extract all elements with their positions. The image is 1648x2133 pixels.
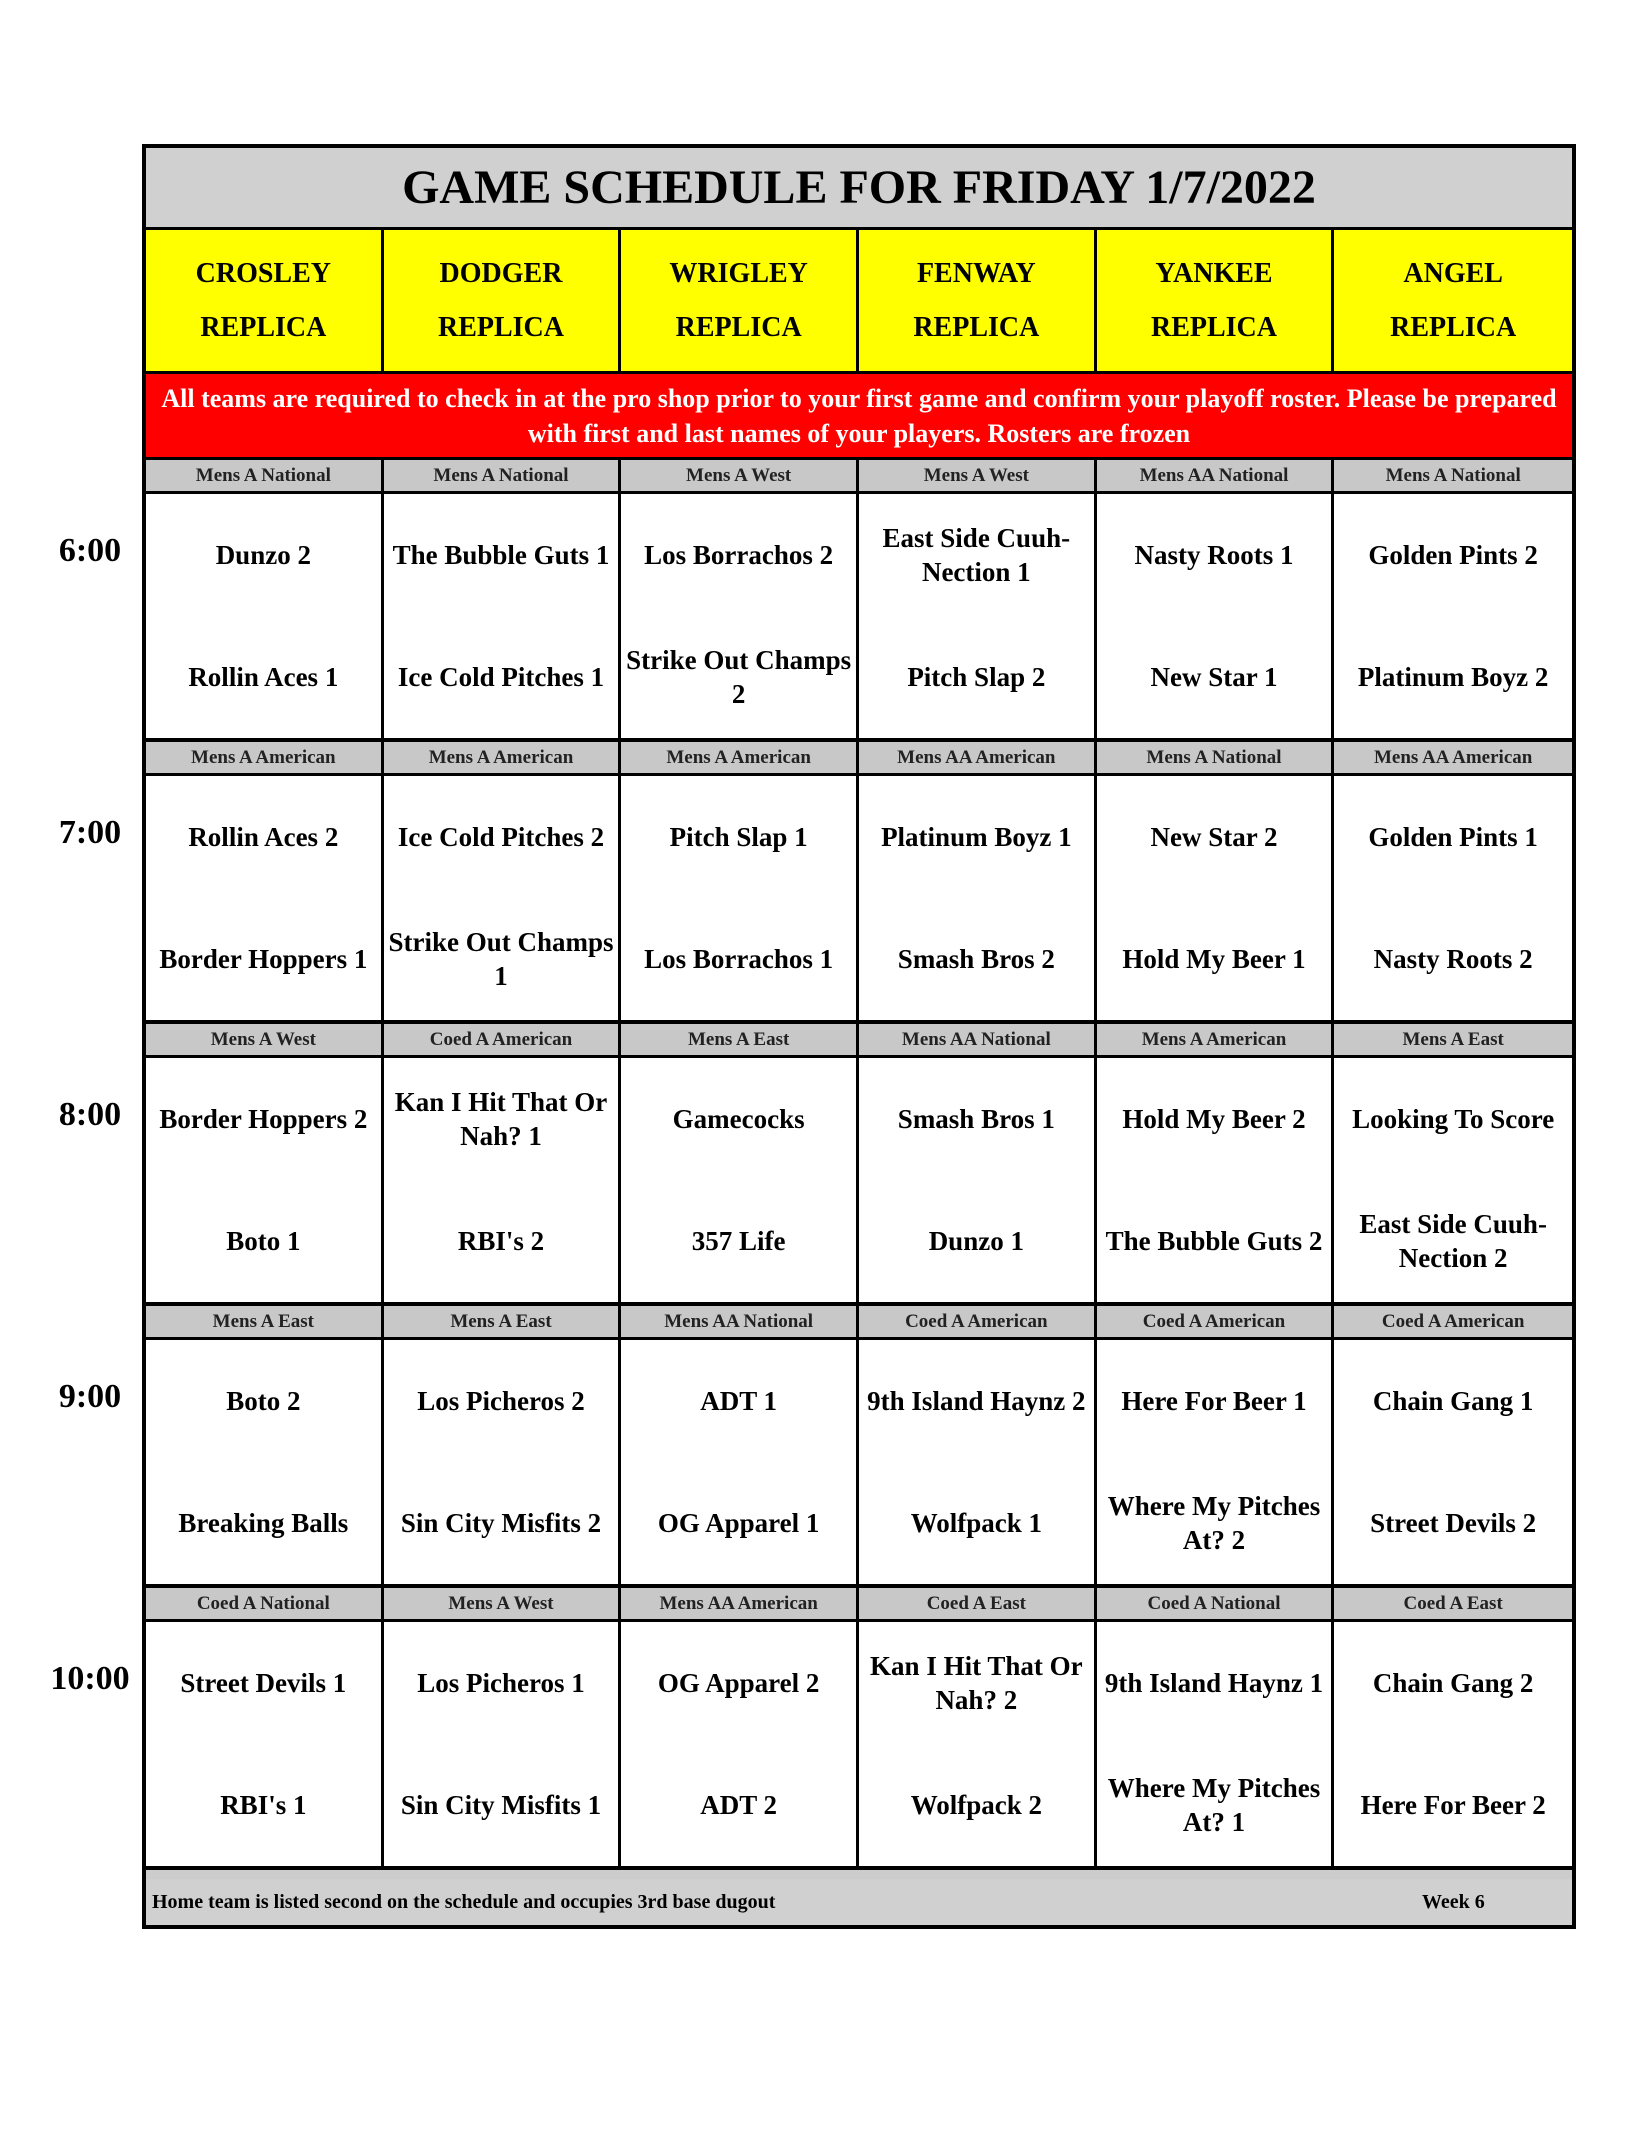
- time-slot-block: [146, 1588, 1572, 1870]
- time-slot-block: [146, 742, 1572, 1024]
- away-team: Street Devils 1: [180, 1668, 347, 1698]
- game-row: [146, 776, 1572, 1024]
- time-slot-block: [146, 1024, 1572, 1306]
- home-team: Here For Beer 2: [1360, 1790, 1546, 1820]
- away-team: Kan I Hit That Or Nah? 2: [870, 1651, 1083, 1715]
- division-label: Coed A East: [1403, 1592, 1503, 1614]
- game-cell: [1097, 494, 1335, 738]
- division-row: [146, 1306, 1572, 1340]
- division-label: Mens A National: [384, 460, 622, 491]
- field-sub: REPLICA: [913, 311, 1040, 343]
- division-label: Mens A West: [621, 460, 859, 491]
- game-cell: [1097, 1622, 1335, 1866]
- away-team: Boto 2: [226, 1386, 301, 1416]
- game-cell: [859, 776, 1097, 1020]
- division-label: Coed A American: [1381, 1310, 1525, 1332]
- away-team: Ice Cold Pitches 2: [397, 822, 605, 852]
- away-team: Border Hoppers 2: [159, 1104, 368, 1134]
- division-label: Mens A West: [859, 460, 1097, 491]
- division-label: Coed A American: [1097, 1306, 1335, 1337]
- game-cell: [621, 1622, 859, 1866]
- division-label: Mens A American: [384, 742, 622, 773]
- field-name: FENWAY: [916, 257, 1036, 289]
- away-team: Here For Beer 1: [1121, 1386, 1307, 1416]
- field-name: WRIGLEY: [669, 257, 808, 289]
- home-team: East Side Cuuh-Nection 2: [1359, 1209, 1547, 1273]
- game-cell: [146, 776, 384, 1020]
- game-cell: [859, 494, 1097, 738]
- home-team: RBI's 1: [220, 1790, 307, 1820]
- field-sub: REPLICA: [200, 311, 327, 343]
- away-team: 9th Island Haynz 1: [1104, 1668, 1324, 1698]
- field-name: DODGER: [439, 257, 563, 289]
- away-team: Gamecocks: [672, 1104, 805, 1134]
- game-cell: [146, 1340, 384, 1584]
- field-fenway: [859, 230, 1097, 371]
- division-label: Mens AA American: [621, 1588, 859, 1619]
- game-cell: [384, 1622, 622, 1866]
- game-cell: [1334, 1058, 1572, 1302]
- game-cell: [621, 1340, 859, 1584]
- check-in-notice: All teams are required to check in at the pro shop prior to your first game and confirm your playoff roster. Please be prepared with first and last names of your players. Rosters are frozen: [146, 374, 1572, 460]
- away-team: Pitch Slap 1: [669, 822, 808, 852]
- time-slot-block: [146, 460, 1572, 742]
- division-label: Mens A East: [384, 1306, 622, 1337]
- home-team: Platinum Boyz 2: [1357, 662, 1549, 692]
- division-label: Coed A American: [384, 1024, 622, 1055]
- away-team: Los Borrachos 2: [644, 540, 834, 570]
- division-label: Coed A National: [1097, 1588, 1335, 1619]
- division-label: Mens AA American: [859, 742, 1097, 773]
- away-team: Golden Pints 2: [1368, 540, 1538, 570]
- game-cell: [384, 494, 622, 738]
- away-team: Golden Pints 1: [1368, 822, 1538, 852]
- game-cell: [1334, 776, 1572, 1020]
- away-team: Los Picheros 2: [417, 1386, 585, 1416]
- away-team: Los Picheros 1: [417, 1668, 585, 1698]
- home-team: Los Borrachos 1: [644, 944, 834, 974]
- field-name: CROSLEY: [195, 257, 332, 289]
- division-label: Mens A West: [384, 1588, 622, 1619]
- division-row: [146, 1588, 1572, 1622]
- game-row: [146, 1622, 1572, 1870]
- away-team: East Side Cuuh-Nection 1: [882, 523, 1071, 587]
- division-label: Mens A National: [1097, 742, 1335, 773]
- game-cell: [621, 494, 859, 738]
- away-team: The Bubble Guts 1: [392, 540, 610, 570]
- away-team: ADT 1: [700, 1386, 778, 1416]
- game-cell: [384, 1340, 622, 1584]
- division-label: Coed A East: [859, 1588, 1097, 1619]
- field-dodger: [384, 230, 622, 371]
- home-team: Where My Pitches At? 2: [1107, 1491, 1321, 1555]
- away-team: OG Apparel 2: [657, 1668, 820, 1698]
- division-row: [146, 460, 1572, 494]
- division-label: Coed A National: [146, 1588, 384, 1619]
- footer: [146, 1879, 1572, 1925]
- away-team: Dunzo 2: [215, 540, 311, 570]
- page-title: GAME SCHEDULE FOR FRIDAY 1/7/2022: [146, 148, 1572, 230]
- field-yankee: [1097, 230, 1335, 371]
- home-team: Ice Cold Pitches 1: [397, 662, 605, 692]
- home-team: Sin City Misfits 2: [400, 1508, 602, 1538]
- game-cell: [146, 1622, 384, 1866]
- game-cell: [621, 1058, 859, 1302]
- time-slot-block: [146, 1306, 1572, 1588]
- field-header-row: [146, 230, 1572, 374]
- home-team: Breaking Balls: [178, 1508, 349, 1538]
- home-team: ADT 2: [700, 1790, 778, 1820]
- away-team: Chain Gang 1: [1372, 1386, 1534, 1416]
- game-cell: [384, 776, 622, 1020]
- game-cell: [1097, 1058, 1335, 1302]
- division-row: [146, 1024, 1572, 1058]
- home-team: Where My Pitches At? 1: [1107, 1773, 1321, 1837]
- field-name: YANKEE: [1155, 257, 1273, 289]
- away-team: Platinum Boyz 1: [881, 822, 1072, 852]
- field-sub: REPLICA: [437, 311, 564, 343]
- field-wrigley: [621, 230, 859, 371]
- home-team: Strike Out Champs 1: [388, 927, 614, 991]
- game-row: [146, 1058, 1572, 1306]
- game-cell: [1334, 1340, 1572, 1584]
- field-angel: [1334, 230, 1572, 371]
- division-label: Mens A East: [146, 1306, 384, 1337]
- division-label: Mens A East: [621, 1024, 859, 1055]
- away-team: Looking To Score: [1352, 1104, 1555, 1134]
- field-sub: REPLICA: [675, 311, 802, 343]
- field-sub: REPLICA: [1150, 311, 1277, 343]
- game-cell: [1334, 1622, 1572, 1866]
- home-team: Wolfpack 2: [910, 1790, 1042, 1820]
- home-team: Border Hoppers 1: [159, 944, 368, 974]
- time-label: 10:00: [50, 1660, 130, 1697]
- division-label: Mens AA National: [1097, 460, 1335, 491]
- field-name: ANGEL: [1403, 257, 1503, 289]
- home-team: Pitch Slap 2: [907, 662, 1046, 692]
- away-team: New Star 2: [1150, 822, 1278, 852]
- division-label: Mens AA National: [859, 1024, 1097, 1055]
- division-label: Mens AA American: [1374, 746, 1533, 768]
- division-label: Mens A American: [146, 742, 384, 773]
- division-label: Mens A National: [146, 460, 384, 491]
- home-team: Street Devils 2: [1370, 1508, 1537, 1538]
- game-cell: [146, 1058, 384, 1302]
- home-team: Boto 1: [226, 1226, 301, 1256]
- away-team: Kan I Hit That Or Nah? 1: [394, 1087, 608, 1151]
- game-cell: [859, 1340, 1097, 1584]
- division-label: Mens AA National: [621, 1306, 859, 1337]
- schedule-sheet: [142, 144, 1576, 1929]
- time-label: 8:00: [58, 1096, 122, 1133]
- away-team: Hold My Beer 2: [1122, 1104, 1306, 1134]
- home-team: Dunzo 1: [928, 1226, 1024, 1256]
- home-team: OG Apparel 1: [657, 1508, 820, 1538]
- game-cell: [621, 776, 859, 1020]
- footer-note: Home team is listed second on the schedule and occupies 3rd base dugout: [152, 1890, 776, 1913]
- division-label: Coed A American: [859, 1306, 1097, 1337]
- home-team: Nasty Roots 2: [1373, 944, 1533, 974]
- division-label: Mens A American: [621, 742, 859, 773]
- away-team: Rollin Aces 2: [188, 822, 339, 852]
- field-crosley: [146, 230, 384, 371]
- division-label: Mens A National: [1385, 464, 1521, 486]
- division-label: Mens A West: [146, 1024, 384, 1055]
- game-row: [146, 1340, 1572, 1588]
- away-team: 9th Island Haynz 2: [867, 1386, 1086, 1416]
- home-team: Sin City Misfits 1: [400, 1790, 602, 1820]
- game-cell: [1097, 776, 1335, 1020]
- division-row: [146, 742, 1572, 776]
- game-row: [146, 494, 1572, 742]
- time-label: 6:00: [58, 532, 122, 569]
- away-team: Chain Gang 2: [1372, 1668, 1534, 1698]
- game-cell: [146, 494, 384, 738]
- away-team: Smash Bros 1: [897, 1104, 1055, 1134]
- home-team: RBI's 2: [457, 1226, 545, 1256]
- field-sub: REPLICA: [1390, 311, 1517, 343]
- away-team: Nasty Roots 1: [1134, 540, 1294, 570]
- division-label: Mens A East: [1402, 1028, 1504, 1050]
- home-team: Strike Out Champs 2: [626, 645, 852, 709]
- game-cell: [859, 1622, 1097, 1866]
- home-team: Rollin Aces 1: [188, 662, 339, 692]
- home-team: New Star 1: [1150, 662, 1278, 692]
- home-team: 357 Life: [691, 1226, 786, 1256]
- home-team: Wolfpack 1: [910, 1508, 1042, 1538]
- time-label: 7:00: [58, 814, 122, 851]
- time-label: 9:00: [58, 1378, 122, 1415]
- home-team: Smash Bros 2: [897, 944, 1055, 974]
- game-cell: [859, 1058, 1097, 1302]
- game-cell: [384, 1058, 622, 1302]
- division-label: Mens A American: [1097, 1024, 1335, 1055]
- game-cell: [1097, 1340, 1335, 1584]
- home-team: Hold My Beer 1: [1122, 944, 1306, 974]
- week-label: Week 6: [1422, 1890, 1485, 1913]
- game-cell: [1334, 494, 1572, 738]
- home-team: The Bubble Guts 2: [1105, 1226, 1323, 1256]
